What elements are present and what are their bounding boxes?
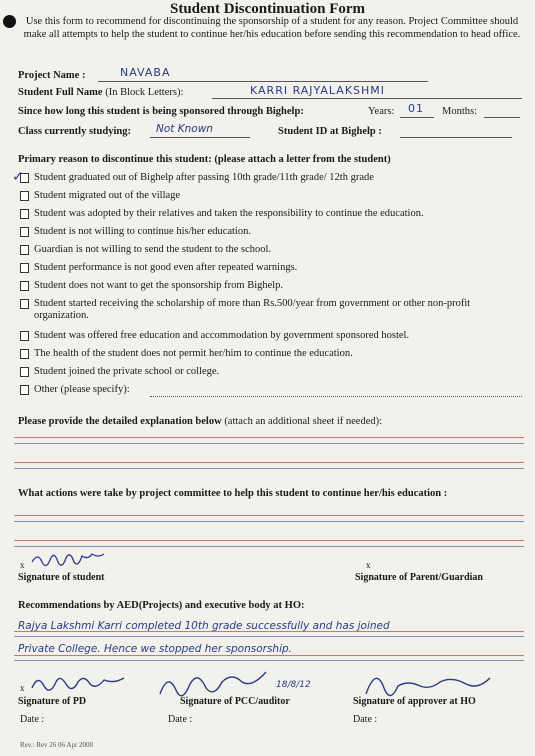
reason-checkbox[interactable] xyxy=(20,299,29,309)
pd-signature-scrawl xyxy=(28,672,138,698)
student-sign-x: x xyxy=(20,560,25,570)
reason-label: Guardian is not willing to send the student to the school. xyxy=(34,244,272,255)
reason-checkbox[interactable] xyxy=(20,331,29,341)
actions-rule-3 xyxy=(14,540,524,541)
form-title: Student Discontinuation Form xyxy=(169,1,366,17)
since-label: Since how long this student is being sponsored through Bighelp: xyxy=(18,106,304,117)
actions-heading: What actions were take by project committee to help this student to continue her/his education : xyxy=(18,488,448,499)
project-name-line xyxy=(98,81,428,82)
student-signature-scrawl xyxy=(28,548,118,572)
full-name-line xyxy=(212,98,522,99)
pcc-date-written: 18/8/12 xyxy=(276,680,311,690)
rec-rule-4 xyxy=(14,660,524,661)
reason-label: Student graduated out of Bighelp after passing 10th grade/11th grade/ 12th grade xyxy=(34,172,374,183)
pd-sign-x: x xyxy=(20,683,25,693)
check-mark-icon: ✓ xyxy=(12,169,24,185)
intro-text: Use this form to recommend for discontinuing the sponsorship of a student for any reason. Project Committee should make all attempts to help the student to continue her/his education before sending this recommendation to head office. xyxy=(23,16,521,40)
full-name-hint: (In Block Letters): xyxy=(105,87,184,98)
reason-label: Student is not willing to continue his/her education. xyxy=(34,226,251,237)
parent-signature-label: Signature of Parent/Guardian xyxy=(355,572,483,583)
reason-label: Student started receiving the scholarship of more than Rs.500/year from government or other non-profit organization. xyxy=(34,298,471,321)
reason-checkbox[interactable] xyxy=(20,245,29,255)
project-name-value[interactable]: NAVABA xyxy=(120,66,171,79)
reason-label: Student migrated out of the village xyxy=(34,190,181,201)
approver-date-label: Date : xyxy=(353,714,378,725)
explanation-rule-3 xyxy=(14,462,524,463)
reason-checkbox[interactable] xyxy=(20,367,29,377)
explanation-heading xyxy=(18,416,382,427)
reason-label: Student does not want to get the sponsorship from Bighelp. xyxy=(34,280,284,291)
pcc-signature-label: Signature of PCC/auditor xyxy=(180,696,290,707)
years-value[interactable]: 01 xyxy=(408,102,424,115)
months-label xyxy=(442,106,477,117)
student-id-label: Student ID at Bighelp : xyxy=(278,126,382,137)
explanation-rule-1 xyxy=(14,437,524,438)
class-line xyxy=(150,137,250,138)
pd-date-label: Date : xyxy=(20,714,45,725)
class-label: Class currently studying: xyxy=(18,126,131,137)
reason-label: The health of the student does not permit her/him to continue the education. xyxy=(34,348,353,359)
actions-rule-1 xyxy=(14,515,524,516)
explanation-label: Please provide the detailed explanation below xyxy=(18,416,222,427)
rec-rule-3 xyxy=(14,655,524,656)
actions-rule-4 xyxy=(14,546,524,547)
reason-checkbox[interactable] xyxy=(20,349,29,359)
bullet-dot-icon xyxy=(3,15,16,28)
project-name-label: Project Name : xyxy=(18,70,86,81)
pcc-date-label: Date : xyxy=(168,714,193,725)
reason-checkbox[interactable] xyxy=(20,191,29,201)
full-name-label-text: Student Full Name xyxy=(18,87,103,98)
other-specify-line xyxy=(150,396,522,397)
recommendations-heading: Recommendations by AED(Projects) and executive body at HO: xyxy=(18,600,305,611)
actions-rule-2 xyxy=(14,521,524,522)
reason-checkbox[interactable] xyxy=(20,209,29,219)
rec-rule-2 xyxy=(14,636,524,637)
student-signature-label: Signature of student xyxy=(18,572,105,583)
form-footer-revision: Rev.: Rev 26 06 Apr 2008 xyxy=(20,741,94,749)
reason-label: Student was adopted by their relatives and taken the responsibility to continue the education. xyxy=(34,208,424,219)
reason-checkbox[interactable] xyxy=(20,281,29,291)
reason-label: Student performance is not good even after repeated warnings. xyxy=(34,262,298,273)
parent-sign-x: x xyxy=(366,560,371,570)
reason-label: Student joined the private school or college. xyxy=(34,366,220,377)
recommendation-line-1[interactable]: Rajya Lakshmi Karri completed 10th grade successfully and has joined xyxy=(18,620,390,632)
months-label-text: Months: xyxy=(442,106,478,117)
years-line xyxy=(400,117,434,118)
full-name-label xyxy=(18,87,183,98)
reason-checkbox[interactable] xyxy=(20,385,29,395)
months-line xyxy=(484,117,520,118)
reasons-heading: Primary reason to discontinue this student: (please attach a letter from the student) xyxy=(18,154,391,165)
explanation-hint: (attach an additional sheet if needed): xyxy=(224,416,383,427)
years-label-text: Years: xyxy=(368,106,395,117)
years-label xyxy=(368,106,394,117)
explanation-rule-4 xyxy=(14,468,524,469)
explanation-rule-2 xyxy=(14,443,524,444)
reason-checkbox[interactable] xyxy=(20,263,29,273)
reason-label: Student was offered free education and accommodation by government sponsored hostel. xyxy=(34,330,410,341)
approver-signature-scrawl xyxy=(360,666,510,700)
pd-signature-label: Signature of PD xyxy=(18,696,87,707)
reason-label: Other (please specify): xyxy=(34,384,130,395)
class-value[interactable]: Not Known xyxy=(156,123,213,135)
full-name-value[interactable]: KARRI RAJYALAKSHMI xyxy=(250,84,386,97)
recommendation-line-2[interactable]: Private College. Hence we stopped her sponsorship. xyxy=(18,643,292,655)
approver-signature-label: Signature of approver at HO xyxy=(353,696,476,707)
student-id-line xyxy=(400,137,512,138)
reason-checkbox[interactable] xyxy=(20,227,29,237)
